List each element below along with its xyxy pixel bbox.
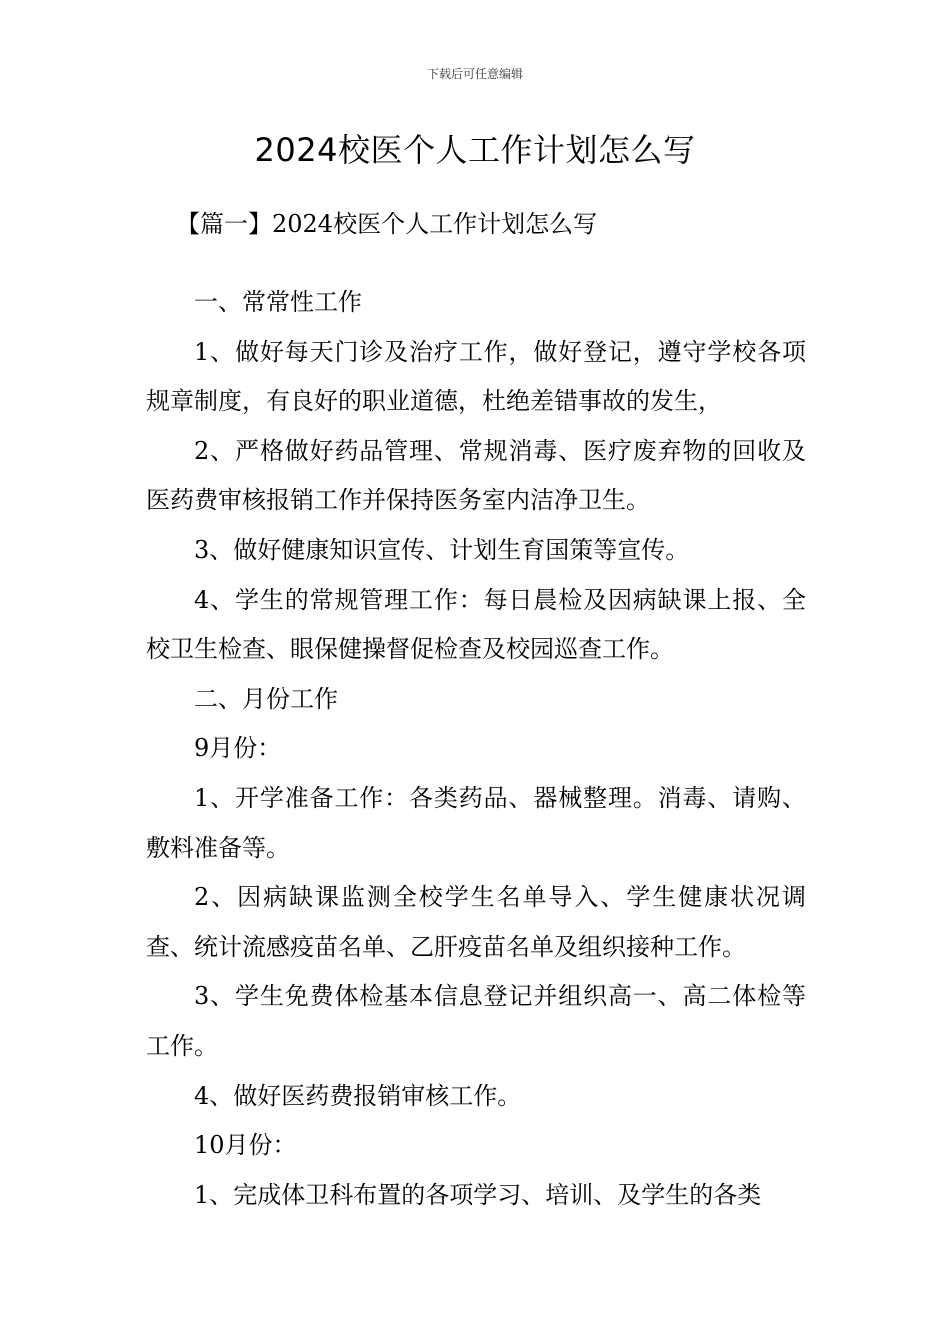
paragraph-item-1: 1、做好每天门诊及治疗工作，做好登记，遵守学校各项规章制度，有良好的职业道德，杜绝差错事故的发生， bbox=[146, 337, 806, 416]
september-item-3: 3、学生免费体检基本信息登记并组织高一、高二体检等工作。 bbox=[146, 982, 806, 1060]
heading-routine-work: 一、常常性工作 bbox=[194, 288, 362, 316]
september-item-2: 2、因病缺课监测全校学生名单导入、学生健康状况调查、统计流感疫苗名单、乙肝疫苗名单及组织接种工作。 bbox=[146, 883, 806, 961]
paragraph-item-4: 4、学生的常规管理工作：每日晨检及因病缺课上报、全校卫生检查、眼保健操督促检查及校园巡查工作。 bbox=[146, 585, 806, 664]
header-note: 下载后可任意编辑 bbox=[426, 67, 523, 81]
september-item-4: 4、做好医药费报销审核工作。 bbox=[194, 1081, 522, 1110]
section-heading: 【篇一】2024校医个人工作计划怎么写 bbox=[176, 210, 598, 238]
heading-october: 10月份： bbox=[194, 1131, 297, 1160]
heading-september: 9月份： bbox=[194, 734, 282, 763]
heading-monthly-work: 二、月份工作 bbox=[194, 684, 338, 713]
document-title: 2024校医个人工作计划怎么写 bbox=[254, 131, 696, 169]
october-item-1: 1、完成体卫科布置的各项学习、培训、及学生的各类 bbox=[194, 1180, 762, 1209]
paragraph-item-3: 3、做好健康知识宣传、计划生育国策等宣传。 bbox=[194, 535, 690, 564]
paragraph-item-2: 2、严格做好药品管理、常规消毒、医疗废弃物的回收及医药费审核报销工作并保持医务室内洁净卫生。 bbox=[146, 436, 806, 515]
document-body bbox=[146, 278, 806, 1220]
september-item-1: 1、开学准备工作：各类药品、器械整理。消毒、请购、敷料准备等。 bbox=[146, 783, 806, 862]
